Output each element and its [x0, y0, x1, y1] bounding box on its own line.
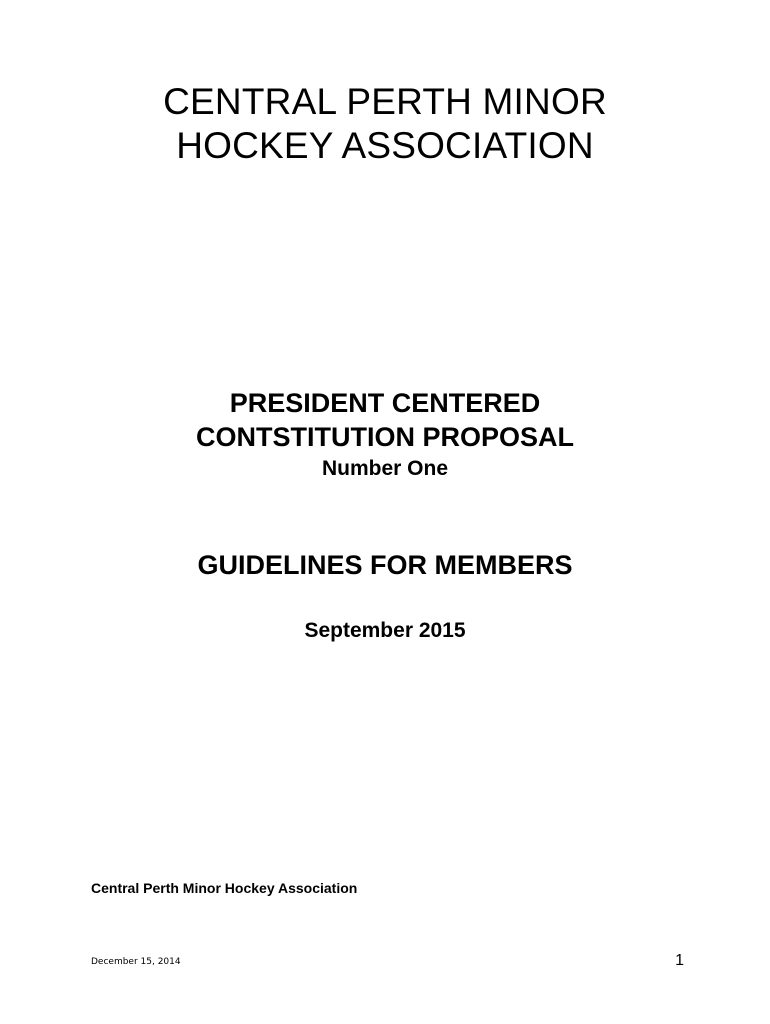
document-title-line-2: HOCKEY ASSOCIATION: [176, 125, 594, 166]
proposal-number: Number One: [321, 457, 449, 480]
guidelines-heading: GUIDELINES FOR MEMBERS: [197, 550, 573, 580]
proposal-heading: [0, 386, 770, 484]
footer-date: December 15, 2014: [91, 957, 181, 967]
proposal-title-line-1: PRESIDENT CENTERED: [229, 388, 541, 418]
proposal-title-line-2: CONTSTITUTION PROPOSAL: [196, 422, 574, 452]
document-title: [0, 80, 770, 168]
organization-name: Central Perth Minor Hockey Association: [91, 880, 358, 896]
proposal-title: [0, 386, 770, 454]
document-date: September 2015: [304, 619, 466, 642]
page-number: 1: [675, 952, 684, 969]
document-title-line-1: CENTRAL PERTH MINOR: [163, 81, 607, 122]
